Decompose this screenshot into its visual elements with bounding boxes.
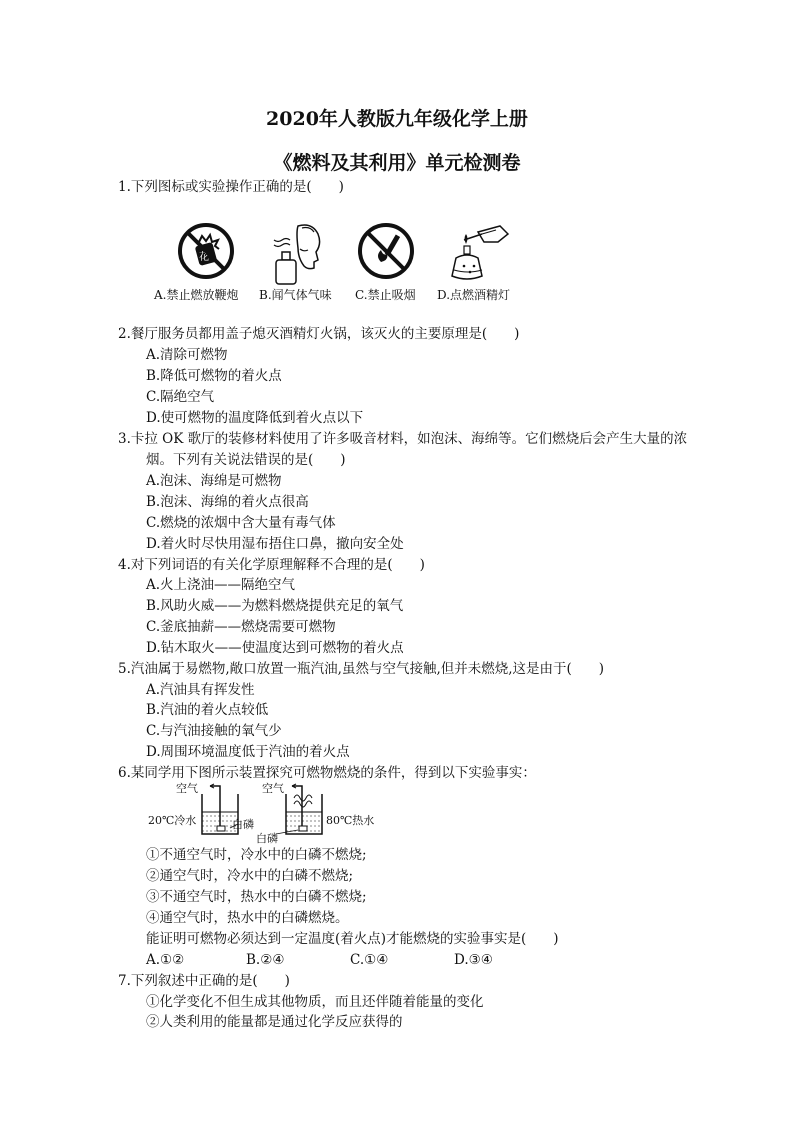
q6-fact-4: ④通空气时，热水中的白磷燃烧。	[146, 910, 349, 926]
document-title: 2020年人教版九年级化学上册	[266, 108, 528, 130]
q1-caption-d: D.点燃酒精灯	[437, 288, 511, 302]
q7-item-1: ①化学变化不但生成其他物质，而且还伴随着能量的变化	[146, 994, 484, 1010]
svg-text:花: 花	[199, 252, 209, 263]
q7-item-2: ②人类利用的能量都是通过化学反应获得的	[146, 1014, 403, 1030]
q6-fact-3: ③不通空气时，热水中的白磷不燃烧;	[146, 889, 367, 905]
q5-option-a: A.汽油具有挥发性	[146, 682, 255, 698]
q6-ask: 能证明可燃物必须达到一定温度(着火点)才能燃烧的实验事实是( )	[146, 931, 559, 947]
q3-option-a: A.泡沫、海绵是可燃物	[146, 473, 282, 489]
q1-stem: 1.下列图标或实验操作正确的是( )	[118, 179, 344, 195]
diagram-white-phosphorus-label-right: 白磷	[256, 832, 278, 845]
q5-stem: 5.汽油属于易燃物,敞口放置一瓶汽油,虽然与空气接触,但并未燃烧,这是由于( )	[118, 661, 605, 677]
q2-option-a: A.清除可燃物	[146, 347, 228, 363]
q4-option-b: B.风助火威——为燃料燃烧提供充足的氧气	[146, 598, 404, 614]
q2-option-b: B.降低可燃物的着火点	[146, 368, 282, 384]
no-smoking-icon	[357, 222, 415, 280]
q2-option-c: C.隔绝空气	[146, 389, 215, 405]
q3-stem-line1: 3.卡拉 OK 歌厅的装修材料使用了许多吸音材料，如泡沫、海绵等。它们燃烧后会产生大量的浓	[118, 431, 688, 447]
q4-stem: 4.对下列词语的有关化学原理解释不合理的是( )	[118, 557, 425, 573]
diagram-air-label-right: 空气	[262, 782, 284, 795]
diagram-white-phosphorus-label-left: 白磷	[232, 818, 254, 831]
smelling-gas-icon	[268, 220, 324, 286]
q6-stem: 6.某同学用下图所示装置探究可燃物燃烧的条件，得到以下实验事实：	[118, 765, 536, 781]
q5-option-c: C.与汽油接触的氧气少	[146, 723, 282, 739]
q6-fact-2: ②通空气时，冷水中的白磷不燃烧;	[146, 868, 354, 884]
diagram-hot-water-label: 80℃热水	[326, 814, 375, 827]
q1-caption-a: A.禁止燃放鞭炮	[154, 288, 239, 302]
diagram-air-label-left: 空气	[176, 782, 198, 795]
no-firecrackers-icon	[177, 222, 235, 280]
q2-stem: 2.餐厅服务员都用盖子熄灭酒精灯火锅，该灭火的主要原理是( )	[118, 326, 520, 342]
alcohol-lamp-icon	[444, 222, 510, 284]
q2-option-d: D.使可燃物的温度降低到着火点以下	[146, 410, 364, 426]
document-subtitle: 《燃料及其利用》单元检测卷	[273, 152, 521, 174]
q6-choice-c: C.①④	[350, 952, 389, 968]
q3-option-d: D.着火时尽快用湿布捂住口鼻，撤向安全处	[146, 536, 404, 552]
q5-option-d: D.周围环境温度低于汽油的着火点	[146, 744, 350, 760]
q6-choice-a: A.①②	[146, 952, 185, 968]
diagram-cold-water-label: 20℃冷水	[148, 814, 197, 827]
q7-stem: 7.下列叙述中正确的是( )	[118, 973, 290, 989]
q6-choice-b: B.②④	[246, 952, 285, 968]
q4-option-a: A.火上浇油——隔绝空气	[146, 577, 296, 593]
q3-option-b: B.泡沫、海绵的着火点很高	[146, 494, 309, 510]
q3-stem-line2: 烟。下列有关说法错误的是( )	[146, 452, 346, 468]
q1-caption-b: B.闻气体气味	[259, 288, 332, 302]
q5-option-b: B.汽油的着火点较低	[146, 702, 269, 718]
q6-choice-d: D.③④	[454, 952, 493, 968]
q4-option-d: D.钻木取火——使温度达到可燃物的着火点	[146, 640, 404, 656]
q4-option-c: C.釜底抽薪——燃烧需要可燃物	[146, 619, 336, 635]
q1-caption-c: C.禁止吸烟	[355, 288, 416, 302]
q3-option-c: C.燃烧的浓烟中含大量有毒气体	[146, 515, 336, 531]
q6-fact-1: ①不通空气时，冷水中的白磷不燃烧;	[146, 847, 367, 863]
